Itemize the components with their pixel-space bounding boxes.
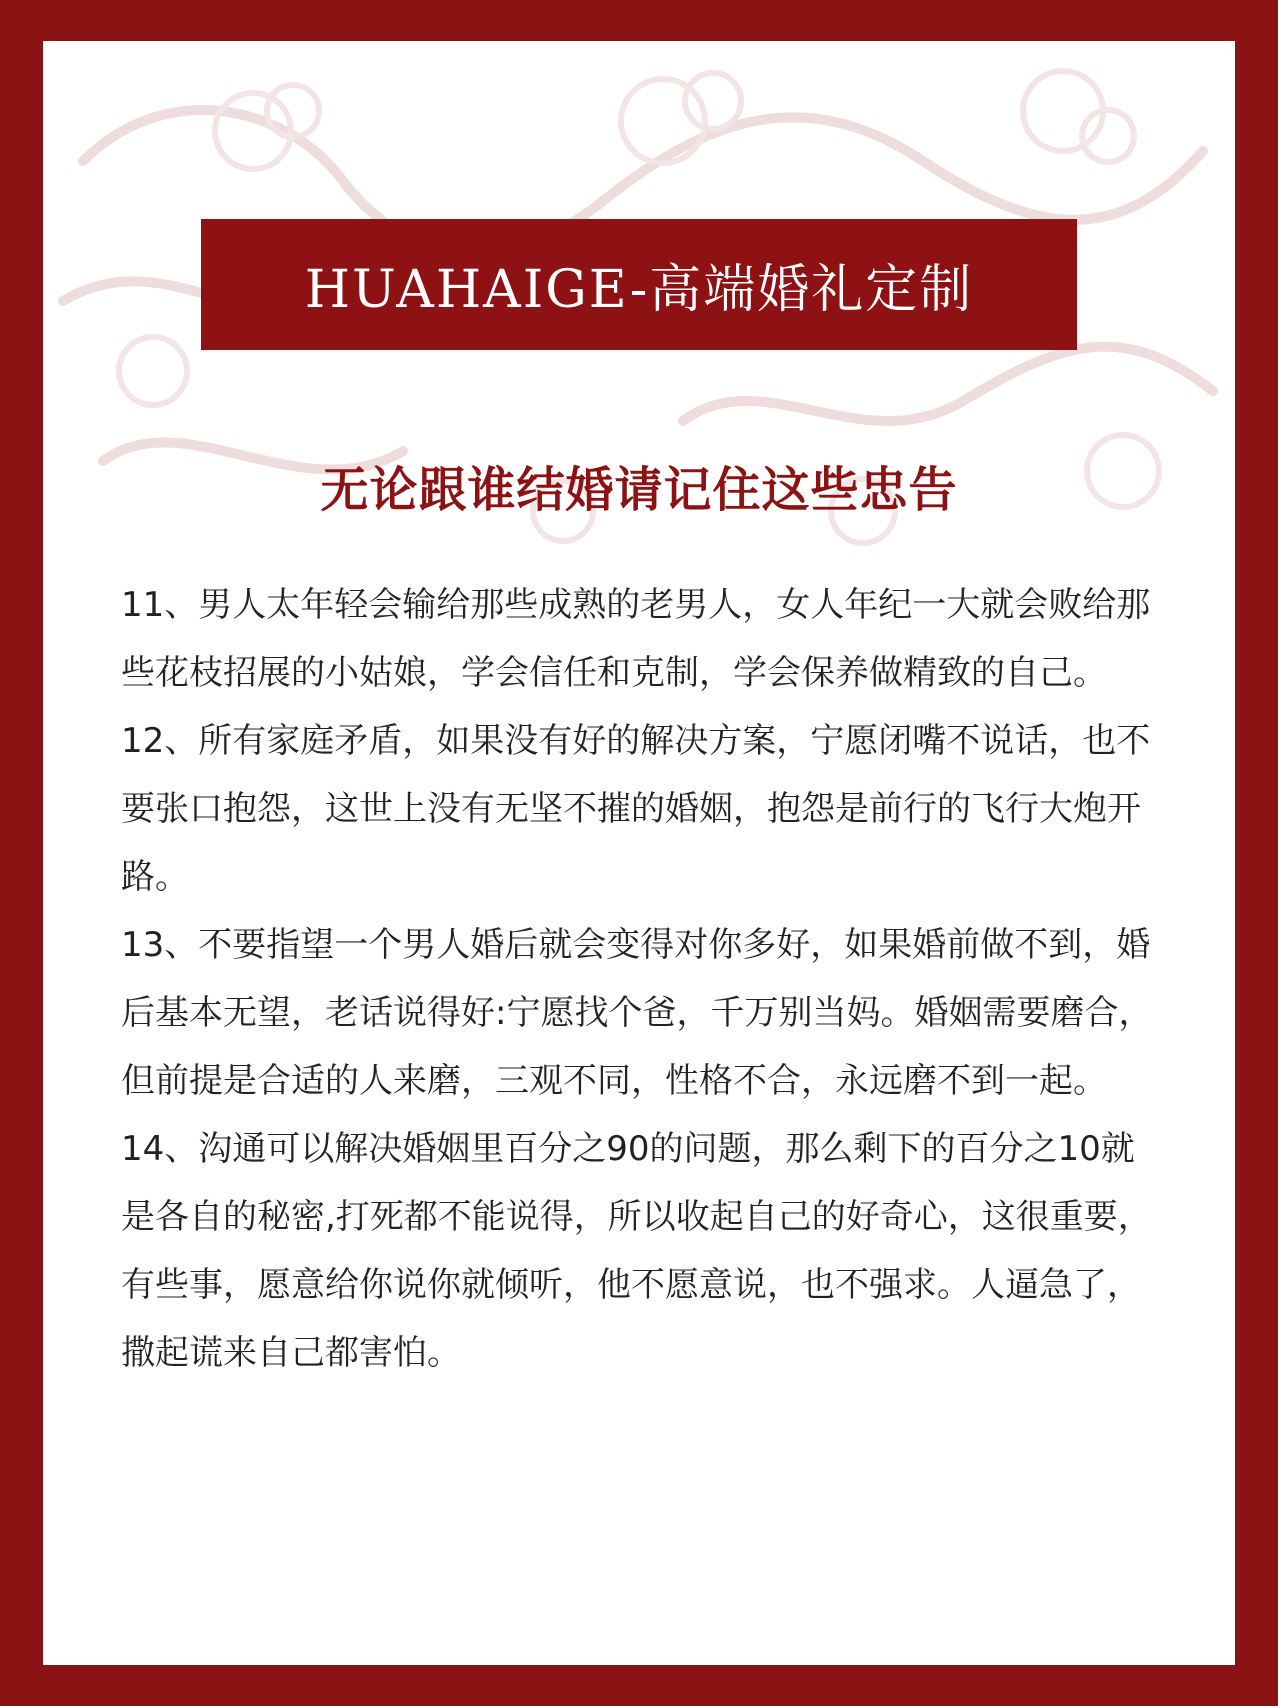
- article-heading: 无论跟谁结婚请记住这些忠告: [320, 462, 958, 518]
- advice-list: [121, 571, 1161, 1387]
- content-card: [43, 41, 1235, 1665]
- brand-banner: [201, 219, 1077, 350]
- advice-item-14: 14、沟通可以解决婚姻里百分之90的问题，那么剩下的百分之10就是各自的秘密,打死都不能说得，所以收起自己的好奇心，这很重要，有些事，愿意给你说你就倾听，他不愿意说，也不强求。人逼急了，撒起谎来自己都害怕。: [121, 1129, 1152, 1373]
- advice-item-11: 11、男人太年轻会输给那些成熟的老男人，女人年纪一大就会败给那些花枝招展的小姑娘，学会信任和克制，学会保养做精致的自己。: [121, 585, 1151, 693]
- brand-title: HUAHAIGE-高端婚礼定制: [304, 260, 974, 320]
- advice-item-12: 12、所有家庭矛盾，如果没有好的解决方案，宁愿闭嘴不说话，也不要张口抱怨，这世上没有无坚不摧的婚姻，抱怨是前行的飞行大炮开路。: [121, 721, 1151, 897]
- advice-item-13: 13、不要指望一个男人婚后就会变得对你多好，如果婚前做不到，婚后基本无望，老话说得好:宁愿找个爸，千万别当妈。婚姻需要磨合，但前提是合适的人来磨，三观不同，性格不合，永远磨不到一起。: [121, 925, 1153, 1101]
